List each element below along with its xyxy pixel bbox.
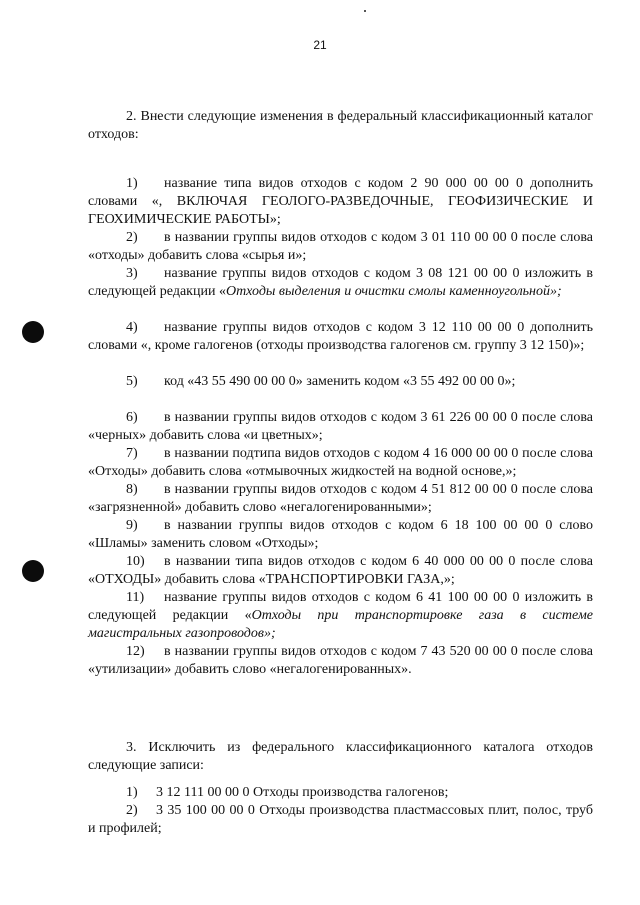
s2-item-8-number: 8) — [126, 482, 138, 497]
s2-item-4-text: название группы видов отходов с кодом 3 12 110 00 00 0 дополнить словами «, кроме галогенов (отходы производства галогенов см. группу 3 12 150)»; — [88, 320, 593, 353]
punch-hole-upper — [22, 321, 44, 343]
s2-item-11-text: название группы видов отходов с кодом 6 41 100 00 00 0 изложить в следующей редакции « — [88, 590, 593, 623]
s2-item-12-text: в названии группы видов отходов с кодом 7 43 520 00 00 0 после слова «утилизации» добавить слово «негалогенированных». — [88, 644, 593, 677]
s3-item-1-number: 1) — [126, 785, 138, 800]
s2-item-11-number: 11) — [126, 590, 145, 605]
s2-item-12-number: 12) — [126, 644, 145, 659]
scan-speck — [364, 10, 366, 12]
s2-item-4-number: 4) — [126, 320, 138, 335]
s2-item-9-text: в названии группы видов отходов с кодом 6 18 100 00 00 0 слово «Шламы» заменить словом «Отходы»; — [88, 518, 593, 551]
s3-item-1-text: 3 12 111 00 00 0 Отходы производства галогенов; — [156, 785, 449, 800]
s2-item-3 — [88, 265, 593, 301]
s2-item-3-text: название группы видов отходов с кодом 3 08 121 00 00 0 изложить в следующей редакции « — [88, 266, 593, 299]
section-2-intro: 2. Внести следующие изменения в федеральный классификационный каталог отходов: — [88, 109, 593, 142]
s2-item-6-text: в названии группы видов отходов с кодом 3 61 226 00 00 0 после слова «черных» добавить слова «и цветных»; — [88, 410, 593, 443]
s2-item-6-number: 6) — [126, 410, 138, 425]
s2-item-2-number: 2) — [126, 230, 138, 245]
s2-item-5-number: 5) — [126, 374, 138, 389]
s2-item-10 — [88, 553, 593, 589]
s2-item-11 — [88, 589, 593, 643]
s2-item-1-number: 1) — [126, 176, 138, 191]
s2-item-7-text: в названии подтипа видов отходов с кодом 4 16 000 00 00 0 после слова «Отходы» добавить слова «отмывочных жидкостей на водной основе,»; — [88, 446, 593, 479]
s2-item-7-number: 7) — [126, 446, 138, 461]
s2-item-3-italic-text: Отходы выделения и очистки смолы каменноугольной»; — [225, 284, 562, 299]
s2-item-4 — [88, 319, 593, 355]
s2-item-5 — [88, 373, 593, 391]
s3-item-2 — [88, 802, 593, 838]
s2-item-9-number: 9) — [126, 518, 138, 533]
s2-item-12 — [88, 643, 593, 679]
s2-item-3-number: 3) — [126, 266, 138, 281]
page-number: 21 — [313, 38, 327, 52]
s2-item-2 — [88, 229, 593, 265]
s2-item-8 — [88, 481, 593, 517]
s2-item-10-number: 10) — [126, 554, 145, 569]
s2-item-2-text: в названии группы видов отходов с кодом 3 01 110 00 00 0 после слова «отходы» добавить слова «сырья и»; — [88, 230, 593, 263]
s2-item-1-text: название типа видов отходов с кодом 2 90 000 00 00 0 дополнить словами «, ВКЛЮЧАЯ ГЕОЛОГО-РАЗВЕДОЧНЫЕ, ГЕОФИЗИЧЕСКИЕ И ГЕОХИМИЧЕСКИЕ РАБОТЫ»; — [88, 176, 593, 227]
section-3-intro: 3. Исключить из федерального классификационного каталога отходов следующие записи: — [88, 740, 593, 773]
s2-item-9 — [88, 517, 593, 553]
s2-item-1 — [88, 175, 593, 229]
s2-item-8-text: в названии группы видов отходов с кодом 4 51 812 00 00 0 после слова «загрязненной» добавить слово «негалогенированными»; — [88, 482, 593, 515]
s3-item-2-text: 3 35 100 00 00 0 Отходы производства пластмассовых плит, полос, труб и профилей; — [88, 803, 593, 836]
punch-hole-lower — [22, 560, 44, 582]
s2-item-10-text: в названии типа видов отходов с кодом 6 40 000 00 00 0 после слова «ОТХОДЫ» добавить слова «ТРАНСПОРТИРОВКИ ГАЗА,»; — [88, 554, 593, 587]
s2-item-11-italic-text: Отходы при транспортировке газа в системе магистральных газопроводов»; — [88, 608, 593, 641]
s3-item-1 — [88, 784, 593, 802]
s2-item-5-text: код «43 55 490 00 00 0» заменить кодом «3 55 492 00 00 0»; — [164, 374, 516, 389]
s2-item-7 — [88, 445, 593, 481]
s2-item-6 — [88, 409, 593, 445]
s3-item-2-number: 2) — [126, 803, 138, 818]
